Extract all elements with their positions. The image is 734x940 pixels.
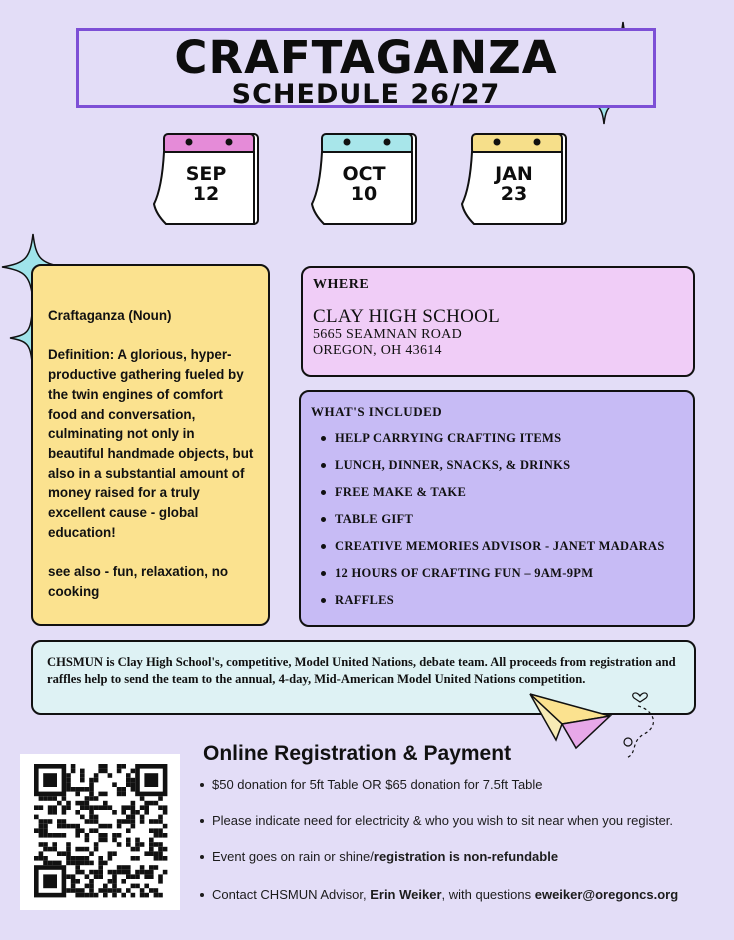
page-subtitle: SCHEDULE 26/27 — [231, 79, 501, 110]
registration-title: Online Registration & Payment — [203, 742, 512, 765]
where-card — [301, 266, 695, 377]
page-title: CRAFTAGANZA — [174, 31, 558, 84]
contact-mid: , with questions — [441, 887, 535, 902]
calendar-month: OCT — [342, 163, 386, 185]
venue-address-line2: OREGON, OH 43614 — [313, 343, 442, 358]
contact-email-link[interactable]: eweiker@oregoncs.org — [534, 887, 679, 902]
list-item: TABLE GIFT — [311, 511, 683, 538]
list-item: RAFFLES — [311, 592, 683, 619]
calendar-day: 12 — [192, 183, 220, 205]
definition-card — [31, 264, 270, 626]
definition-see-also: see also - fun, relaxation, no cooking — [48, 564, 229, 599]
venue-name: CLAY HIGH SCHOOL — [313, 306, 501, 327]
list-item: CREATIVE MEMORIES ADVISOR - JANET MADARAS — [311, 538, 683, 565]
calendar-date-1 — [152, 128, 264, 228]
registration-list — [198, 776, 718, 904]
refund-policy: registration is non-refundable — [373, 849, 559, 864]
calendar-date-3 — [460, 128, 572, 228]
qr-code[interactable] — [20, 754, 180, 910]
calendar-month: SEP — [185, 163, 227, 185]
electricity-note: Please indicate need for electricity & who you wish to sit near when you register. — [212, 813, 674, 828]
title-box — [76, 28, 656, 108]
paper-plane-icon — [526, 688, 666, 764]
list-item: HELP CARRYING CRAFTING ITEMS — [311, 430, 683, 457]
list-item — [198, 886, 718, 904]
calendar-day: 23 — [500, 183, 528, 205]
rain-note: Event goes on rain or shine/ — [212, 849, 374, 864]
about-card: CHSMUN is Clay High School's, competitive, Model United Nations, debate team. All proceeds from registration and raffles help to send the team to the annual, 4-day, Mid-American Model United Nations competition. — [31, 640, 696, 715]
venue-address-line1: 5665 SEAMNAN ROAD — [313, 327, 462, 342]
where-label: WHERE — [313, 277, 370, 292]
list-item: LUNCH, DINNER, SNACKS, & DRINKS — [311, 457, 683, 484]
contact-pre: Contact CHSMUN Advisor, — [212, 887, 371, 902]
calendar-day: 10 — [350, 183, 378, 205]
list-item — [198, 812, 718, 830]
pricing-text: $50 donation for 5ft Table OR $65 donation for 7.5ft Table — [212, 777, 543, 792]
list-item — [198, 776, 718, 794]
advisor-name: Erin Weiker — [370, 887, 442, 902]
included-label: WHAT'S INCLUDED — [311, 404, 443, 419]
definition-heading: Craftaganza (Noun) — [48, 308, 172, 323]
calendar-date-2 — [310, 128, 422, 228]
list-item: 12 HOURS OF CRAFTING FUN – 9AM-9PM — [311, 565, 683, 592]
calendar-month: JAN — [495, 163, 533, 185]
definition-body: Definition: A glorious, hyper-productive gathering fueled by the twin engines of comfort food and conversation, culminating not only in beautiful handmade objects, but also in a substantial amount of money raised for a truly excellent cause - global education! — [48, 347, 254, 540]
included-list — [311, 430, 683, 619]
included-card — [299, 390, 695, 627]
list-item — [198, 848, 718, 866]
list-item: FREE MAKE & TAKE — [311, 484, 683, 511]
